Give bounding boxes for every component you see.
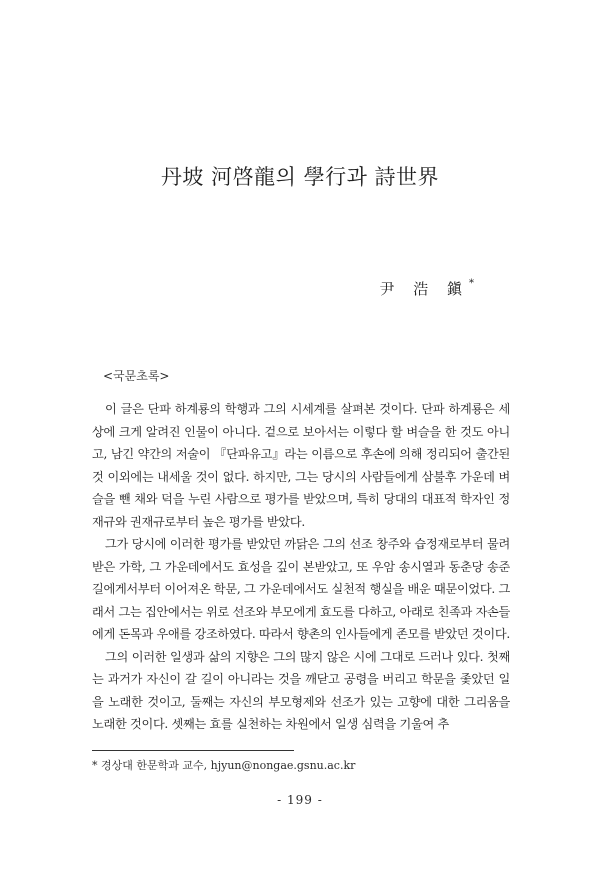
abstract-body (92, 398, 510, 736)
abstract-paragraph-3: 그의 이러한 일생과 삶의 지향은 그의 많지 않은 시에 그대로 드러나 있다. 첫째는 과거가 자신이 갈 길이 아니라는 것을 깨닫고 공령을 버리고 학문을 좇았던 일을 노래한 것이고, 둘째는 자신의 부모형제와 선조가 있는 고향에 대한 그리움을 노래한 것이다. 셋째는 효를 실천하는 차원에서 일생 심력을 기울여 추 (92, 649, 510, 731)
author-footnote: * 경상대 한문학과 교수, hjyun@nongae.gsnu.ac.kr (92, 759, 356, 772)
abstract-paragraph-2: 그가 당시에 이러한 평가를 받았던 까닭은 그의 선조 창주와 습정재로부터 물려받은 가학, 그 가운데에서도 효성을 깊이 본받았고, 또 우암 송시열과 동춘당 송준길에게서부터 이어져온 학문, 그 가운데에서도 실천적 행실을 배운 때문이었다. 그래서 그는 집안에서는 위로 선조와 부모에게 효도를 다하고, 아래로 친족과 자손들에게 돈목과 우애를 강조하였다. 따라서 향촌의 인사들에게 존모를 받았던 것이다. (92, 537, 510, 641)
abstract-label: <국문초록> (103, 369, 170, 383)
abstract-paragraph-1: 이 글은 단파 하계룡의 학행과 그의 시세계를 살펴본 것이다. 단파 하계룡은 세상에 크게 알려진 인물이 아니다. 겉으로 보아서는 이렇다 할 벼슬을 한 것도 아니고, 남긴 약간의 저술이 『단파유고』라는 이름으로 후손에 의해 정리되어 출간된 것 이외에는 내세울 것이 없다. 하지만, 그는 당시의 사람들에게 삼불후 가운데 벼슬을 뺀 채와 덕을 누린 사람으로 평가를 받았으며, 특히 당대의 대표적 학자인 정재규와 권재규로부터 높은 평가를 받았다. (92, 402, 510, 529)
page-number: - 199 - (277, 793, 323, 807)
footnote-divider (92, 750, 294, 751)
author-line (379, 278, 474, 299)
author-name: 尹 浩 鎭 (379, 280, 469, 298)
paper-title: 丹坡 河啓龍의 學行과 詩世界 (160, 165, 440, 189)
author-footnote-mark: * (469, 278, 474, 289)
